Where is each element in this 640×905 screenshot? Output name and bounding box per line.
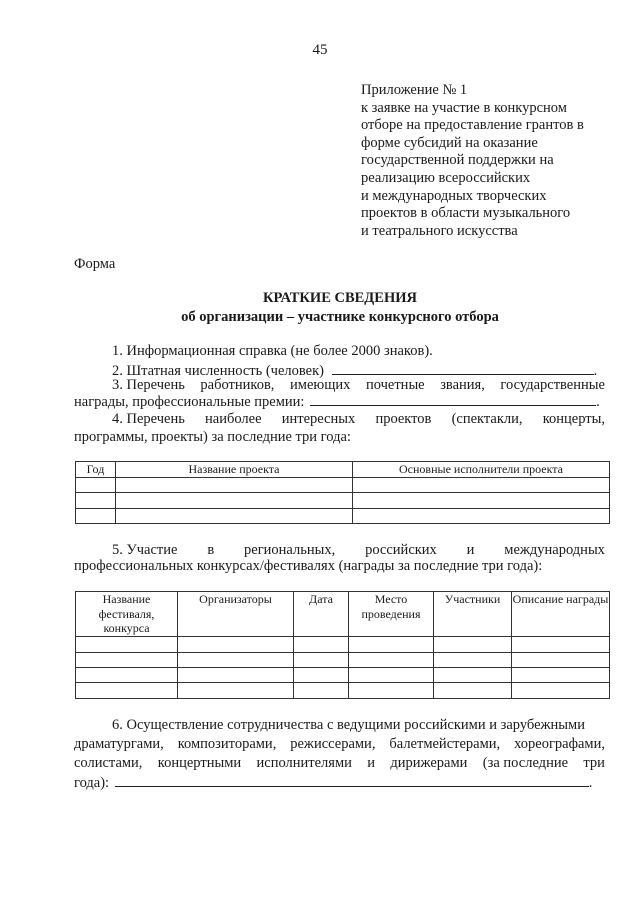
appendix-line: форме субсидий на оказание	[361, 134, 538, 151]
table-cell[interactable]	[76, 477, 116, 492]
table-cell[interactable]	[349, 653, 434, 668]
column-header-performers: Основные исполнители проекта	[353, 462, 610, 478]
table-row	[76, 492, 610, 508]
column-header-venue: Место проведения	[349, 592, 434, 637]
item-3-period: .	[596, 394, 600, 410]
appendix-line: отборе на предоставление грантов в	[361, 117, 584, 134]
page-number: 45	[312, 42, 328, 58]
table-row	[76, 637, 610, 653]
item-4-word: 4. Перечень	[112, 411, 185, 427]
table-row	[76, 683, 610, 699]
table-cell[interactable]	[349, 637, 434, 653]
column-header-date: Дата	[294, 592, 349, 637]
item-3-word: 3. Перечень	[112, 377, 185, 393]
item-4-line2: программы, проекты) за последние три года:	[74, 429, 351, 445]
column-header-participants: Участники	[434, 592, 512, 637]
item-3-word: государственные	[500, 377, 605, 393]
table-row	[76, 477, 610, 492]
festivals-table	[75, 591, 610, 699]
item-5-word: и	[466, 542, 475, 558]
form-label: Форма	[74, 256, 116, 272]
item-4-word: интересных	[281, 411, 356, 427]
item-3-cont: награды, профессиональные премии:	[74, 394, 305, 410]
table-cell[interactable]	[178, 668, 294, 683]
item-6-line2	[74, 735, 605, 754]
table-row	[76, 653, 610, 668]
item-4-line1	[112, 410, 605, 429]
item-5-word: региональных,	[244, 542, 336, 558]
table-cell[interactable]	[434, 653, 512, 668]
item-6-word: дирижерами	[390, 755, 468, 771]
table-cell[interactable]	[512, 668, 610, 683]
table-cell[interactable]	[116, 492, 353, 508]
cooperation-field[interactable]	[115, 773, 589, 787]
column-header-award: Описание награды	[512, 592, 610, 637]
item-5-word: в	[207, 542, 215, 558]
table-row	[76, 668, 610, 683]
table-cell[interactable]	[178, 637, 294, 653]
item-4-word: концерты,	[542, 411, 605, 427]
appendix-line: реализацию всероссийских	[361, 169, 531, 186]
item-5-line2: профессиональных конкурсах/фестивалях (награды за последние три года):	[74, 558, 543, 574]
awards-field[interactable]	[310, 392, 596, 406]
document-title: КРАТКИЕ СВЕДЕНИЯ	[263, 290, 417, 306]
item-6-word: (за последние	[482, 755, 569, 771]
item-6-line3	[74, 754, 605, 773]
appendix-line: и международных творческих	[361, 187, 547, 204]
item-6-word: концертными	[157, 755, 242, 771]
item-6-line4	[74, 773, 592, 793]
appendix-line: Приложение № 1	[361, 82, 468, 98]
item-6-line1: 6. Осуществление сотрудничества с ведущими российскими и зарубежными	[112, 717, 585, 733]
table-cell[interactable]	[294, 637, 349, 653]
table-cell[interactable]	[178, 653, 294, 668]
item-6-word: три	[583, 755, 605, 771]
table-cell[interactable]	[434, 668, 512, 683]
table-cell[interactable]	[349, 683, 434, 699]
column-header-year: Год	[76, 462, 116, 478]
table-cell[interactable]	[294, 683, 349, 699]
table-cell[interactable]	[116, 508, 353, 523]
table-cell[interactable]	[434, 637, 512, 653]
item-6-word: композиторами,	[177, 736, 277, 752]
item-2-label: 2. Штатная численность (человек)	[112, 363, 324, 379]
item-4-word: проектов	[375, 411, 432, 427]
table-cell[interactable]	[76, 683, 178, 699]
item-5-word: международных	[504, 542, 605, 558]
item-3-line2	[74, 392, 600, 412]
item-6-period: .	[588, 775, 593, 791]
table-cell[interactable]	[434, 683, 512, 699]
table-cell[interactable]	[353, 508, 610, 523]
table-cell[interactable]	[294, 653, 349, 668]
item-6-word: и	[367, 755, 376, 771]
table-cell[interactable]	[76, 668, 178, 683]
item-4-word: (спектакли,	[451, 411, 523, 427]
item-3-word: звания,	[440, 377, 485, 393]
item-6-word: хореографами,	[514, 736, 605, 752]
appendix-line: и театрального искусства	[361, 222, 518, 239]
document-subtitle: об организации – участнике конкурсного отбора	[181, 309, 499, 325]
column-header-project-name: Название проекта	[116, 462, 353, 478]
item-6-word: режиссерами,	[290, 736, 376, 752]
table-cell[interactable]	[76, 492, 116, 508]
item-6-word: солистами,	[74, 755, 143, 771]
table-cell[interactable]	[353, 492, 610, 508]
table-cell[interactable]	[353, 477, 610, 492]
item-5-word: 5. Участие	[112, 542, 178, 558]
table-row	[76, 508, 610, 523]
item-6-word: исполнителями	[256, 755, 352, 771]
column-header-organizers: Организаторы	[178, 592, 294, 637]
item-3-word: почетные	[365, 377, 425, 393]
table-cell[interactable]	[76, 637, 178, 653]
appendix-line: проектов в области музыкального	[361, 205, 571, 222]
table-cell[interactable]	[512, 637, 610, 653]
projects-table	[75, 461, 610, 524]
item-5-word: российских	[365, 542, 437, 558]
item-4-word: наиболее	[205, 411, 262, 427]
table-cell[interactable]	[76, 508, 116, 523]
appendix-line: к заявке на участие в конкурсном	[361, 99, 567, 116]
item-1: 1. Информационная справка (не более 2000 знаков).	[112, 343, 433, 359]
table-cell[interactable]	[512, 653, 610, 668]
table-cell[interactable]	[294, 668, 349, 683]
table-cell[interactable]	[512, 683, 610, 699]
item-2-period: .	[593, 363, 598, 379]
item-6-cont: года):	[74, 775, 110, 791]
item-6-word: балетмейстерами,	[389, 736, 501, 752]
table-cell[interactable]	[349, 668, 434, 683]
table-cell[interactable]	[178, 683, 294, 699]
appendix-line: государственной поддержки на	[361, 152, 554, 169]
staff-count-field[interactable]	[332, 361, 594, 375]
item-3-word: работников,	[200, 377, 275, 393]
column-header-festival: Название фестиваля, конкурса	[76, 592, 178, 637]
table-cell[interactable]	[76, 653, 178, 668]
item-3-word: имеющих	[290, 377, 351, 393]
table-cell[interactable]	[116, 477, 353, 492]
item-6-word: драматургами,	[74, 736, 164, 752]
appendix-block	[361, 82, 621, 240]
